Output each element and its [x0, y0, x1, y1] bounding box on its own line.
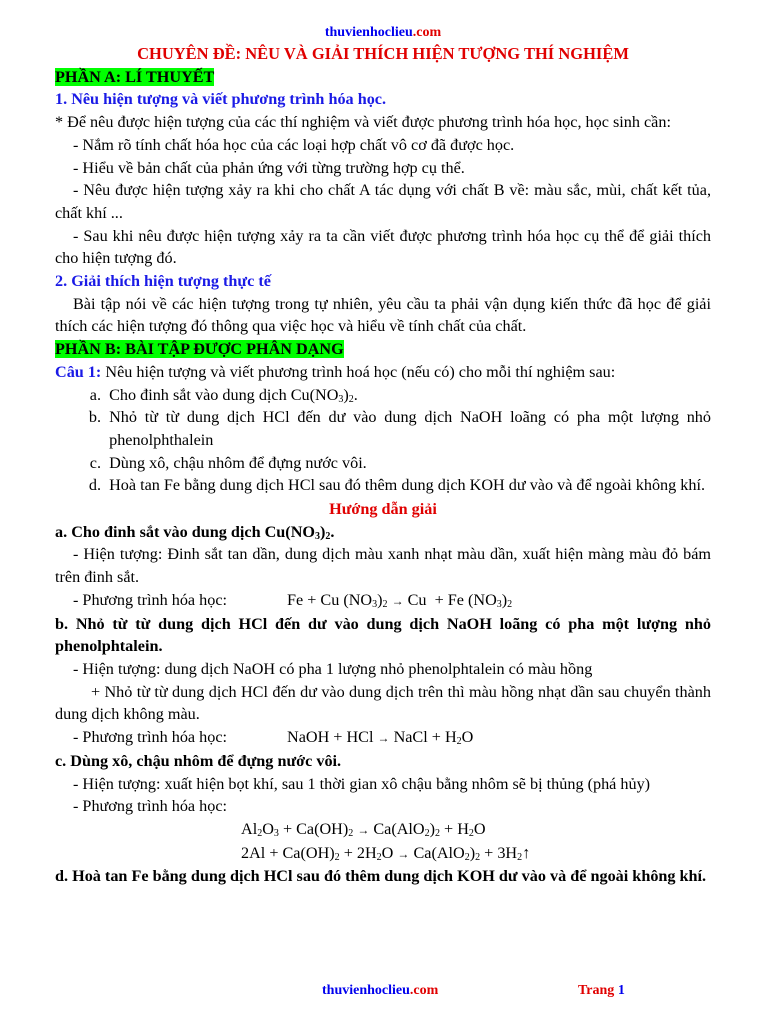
solution-c-equation-1: $Al_2O_3 + Ca(OH)_2 \to Ca(AlO_2)_2 + H_2O$	[241, 819, 486, 839]
solution-c-equation-2: $2Al + Ca(OH)_2 + 2H_2O \to Ca(AlO_2)_2$ + $3H_2↑$	[241, 843, 531, 863]
solution-b-phenomenon: - Hiện tượng: dung dịch NaOH có pha 1 lượng nhỏ phenolphtalein có màu hồng	[73, 659, 593, 678]
solution-b-phenomenon-2: + Nhỏ từ từ dung dịch HCl đến dư vào dung dịch trên thì màu hồng nhạt dần sau chuyển thành dung dịch không màu.	[55, 682, 711, 724]
section-1-bullet: - Nắm rõ tính chất hóa học của các loại hợp chất vô cơ đã được học.	[73, 135, 515, 154]
section-1-bullet: - Hiểu về bản chất của phản ứng với từng trường hợp cụ thể.	[73, 158, 465, 177]
solution-d-heading: d. Hoà tan Fe bằng dung dịch HCl sau đó thêm dung dịch KOH dư vào và để ngoài không khí.	[55, 867, 707, 886]
solution-c-equation-label: - Phương trình hóa học:	[73, 797, 228, 816]
header-site[interactable]: thuvienhoclieu.com	[324, 25, 442, 40]
solution-a-phenomenon: - Hiện tượng: Đinh sắt tan dần, dung dịch màu xanh nhạt màu dần, xuất hiện màng màu đỏ bám trên đinh sắt.	[55, 545, 711, 587]
section-1-bullet: - Sau khi nêu được hiện tượng xảy ra ta cần viết được phương trình hóa học cụ thể để giải thích cho hiện tượng đó.	[55, 226, 711, 268]
document-title: CHUYÊN ĐỀ: NÊU VÀ GIẢI THÍCH HIỆN TƯỢNG THÍ NGHIỆM	[137, 44, 629, 63]
solution-b-equation: - Phương trình hóa học: NaOH + HCl → NaCl + $H_2O$	[73, 728, 474, 748]
section-1-intro: * Để nêu được hiện tượng của các thí nghiệm và viết được phương trình hóa học, học sinh cần:	[55, 113, 671, 132]
solution-a-equation: - Phương trình hóa học: Fe + Cu $(NO_3)_2 \to Cu + Fe$ $(NO_3)_2$	[73, 590, 513, 610]
page-footer	[0, 980, 768, 1002]
part-b-heading: PHẦN B: BÀI TẬP ĐƯỢC PHÂN DẠNG	[55, 340, 344, 359]
question-1-text: Nêu hiện tượng và viết phương trình hoá học (nếu có) cho mỗi thí nghiệm sau:	[105, 362, 616, 381]
section-2-text: Bài tập nói về các hiện tượng trong tự nhiên, yêu cầu ta phải vận dụng kiến thức đã học để giải thích các hiện tượng đó thông qua việc học và hiểu về tính chất của chất.	[55, 294, 711, 336]
question-item: b. Nhỏ từ từ dung dịch HCl đến dư vào dung dịch NaOH loãng có pha một lượng nhỏ phenolphthalein	[88, 408, 711, 449]
solution-a-heading: a. Cho đinh sắt vào dung dịch $Cu(NO_3)_2$.	[55, 522, 335, 542]
section-2-heading: 2. Giải thích hiện tượng thực tế	[55, 272, 271, 291]
question-item: a. Cho đinh sắt vào dung dịch $Cu(NO_3)_2$.	[89, 385, 358, 405]
footer-site[interactable]: thuvienhoclieu.com	[322, 983, 439, 998]
part-a-heading: PHẦN A: LÍ THUYẾT	[55, 67, 215, 86]
question-item: c. Dùng xô, chậu nhôm để đựng nước vôi.	[89, 453, 367, 472]
solution-c-phenomenon: - Hiện tượng: xuất hiện bọt khí, sau 1 thời gian xô chậu bằng nhôm sẽ bị thủng (phá hủy)	[73, 774, 651, 793]
section-1-heading: 1. Nêu hiện tượng và viết phương trình hóa học.	[55, 90, 387, 109]
solution-heading: Hướng dẫn giải	[329, 500, 437, 519]
question-1-label: Câu 1:	[55, 362, 102, 381]
solution-b-heading: b. Nhỏ từ từ dung dịch HCl đến dư vào dung dịch NaOH loãng có pha một lượng nhỏ phenolphtalein.	[55, 614, 711, 656]
section-1-bullet: - Nêu được hiện tượng xảy ra khi cho chất A tác dụng với chất B về: màu sắc, mùi, chất kết tủa, chất khí ...	[55, 181, 711, 222]
question-item: d. Hoà tan Fe bằng dung dịch HCl sau đó thêm dung dịch KOH dư vào và để ngoài không khí.	[88, 476, 706, 495]
document-body	[55, 0, 711, 888]
page-number: Trang 1	[578, 983, 625, 998]
solution-c-heading: c. Dùng xô, chậu nhôm để đựng nước vôi.	[55, 751, 342, 770]
question-1	[55, 361, 711, 384]
